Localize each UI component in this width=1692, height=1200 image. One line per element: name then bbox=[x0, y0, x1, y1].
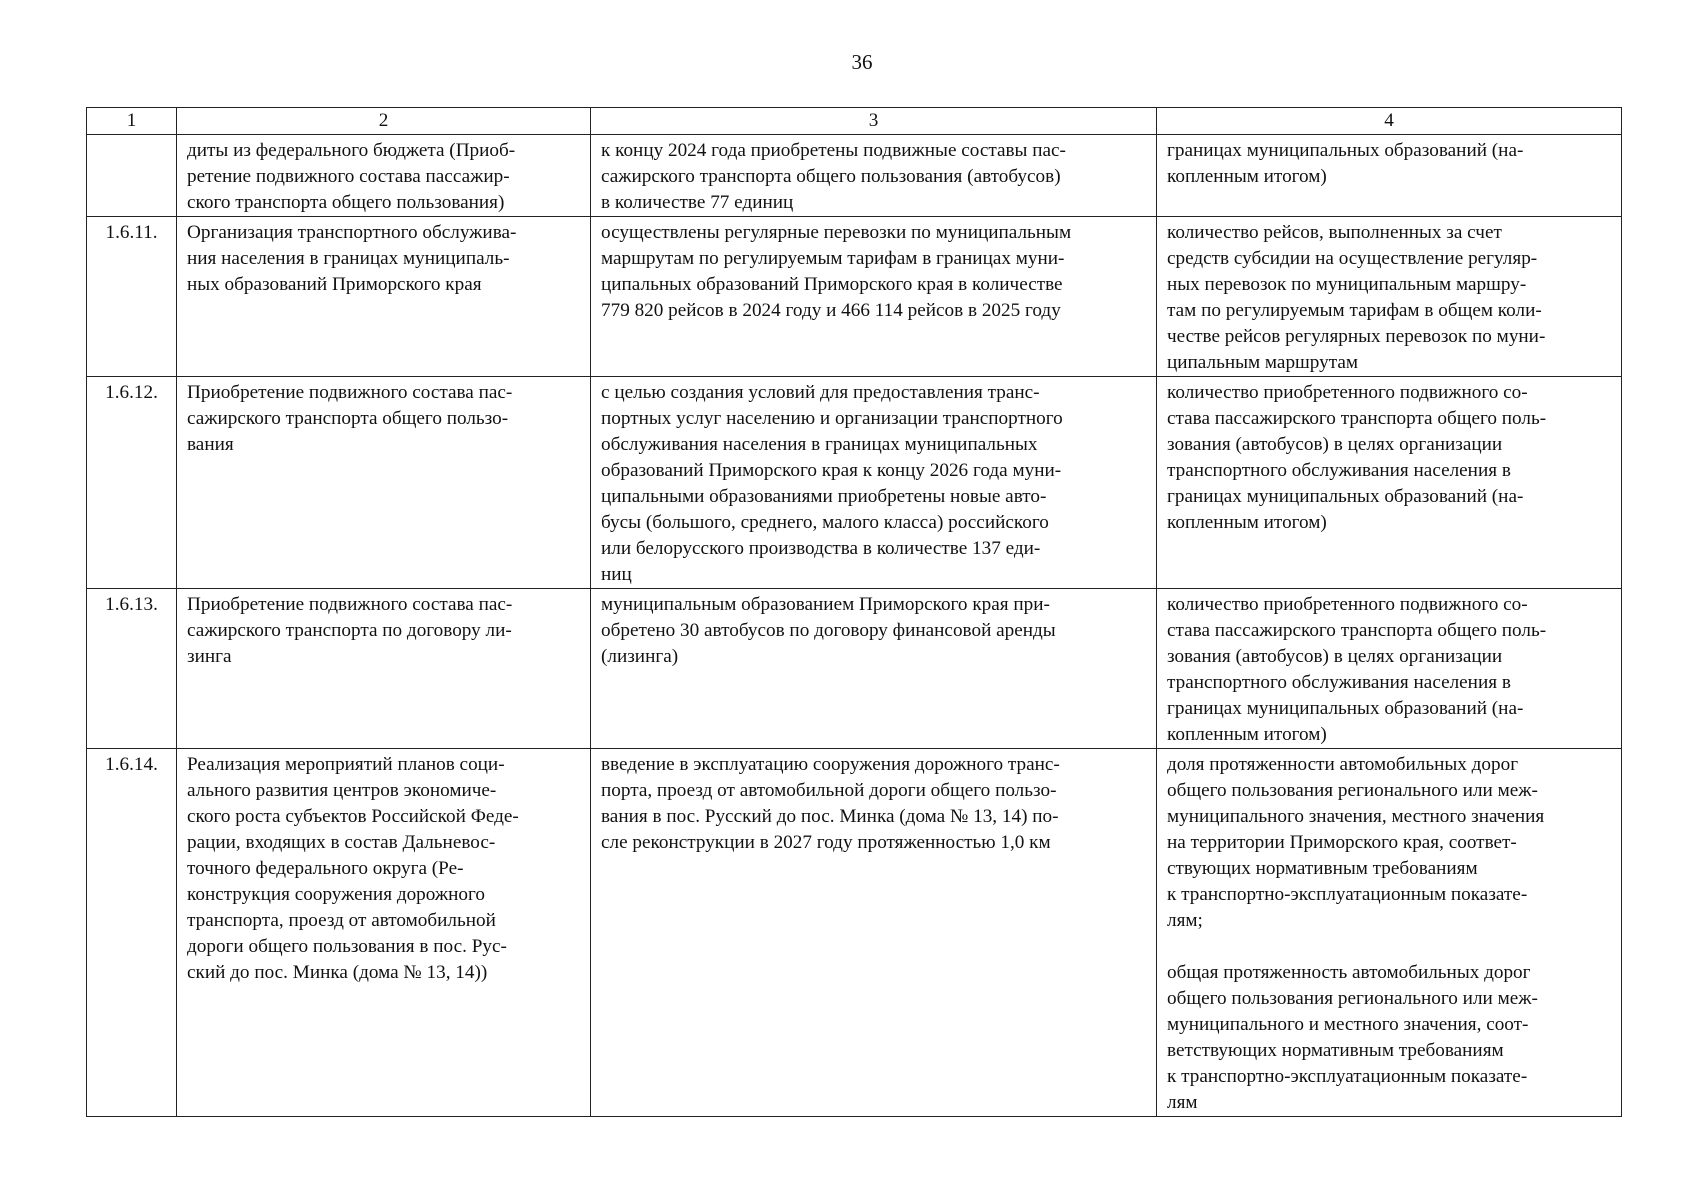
table-row bbox=[87, 377, 1622, 589]
cell-text-line: ского транспорта общего пользования) bbox=[187, 192, 505, 213]
cell-text-line: вания в пос. Русский до пос. Минка (дома № 13, 14) по- bbox=[601, 806, 1059, 827]
cell-text-line: сажирского транспорта общего пользования (автобусов) bbox=[601, 166, 1061, 187]
cell-text-line: зования (автобусов) в целях организации bbox=[1167, 646, 1503, 667]
cell-text-line: Организация транспортного обслужива- bbox=[187, 222, 517, 243]
measure-name-cell bbox=[177, 377, 591, 589]
cell-text-line: маршрутам по регулируемым тарифам в границах муни- bbox=[601, 248, 1065, 269]
column-header-1: 1 bbox=[87, 108, 177, 135]
cell-text-line: (лизинга) bbox=[601, 646, 679, 667]
cell-text-line: Реализация мероприятий планов соци- bbox=[187, 754, 505, 775]
cell-text-line: вания bbox=[187, 434, 234, 455]
cell-text-line: с целью создания условий для предоставления транс- bbox=[601, 382, 1040, 403]
cell-text-line: зования (автобусов) в целях организации bbox=[1167, 434, 1503, 455]
cell-text-line: сажирского транспорта общего пользо- bbox=[187, 408, 509, 429]
row-number-cell: 1.6.13. bbox=[87, 589, 177, 749]
measure-name-cell bbox=[177, 749, 591, 1117]
cell-text-line: в количестве 77 единиц bbox=[601, 192, 794, 213]
indicator-cell bbox=[1157, 589, 1622, 749]
cell-text-line: муниципального значения, местного значения bbox=[1167, 806, 1545, 827]
cell-text-line: ных образований Приморского края bbox=[187, 274, 482, 295]
cell-text-line: там по регулируемым тарифам в общем коли- bbox=[1167, 300, 1542, 321]
cell-text-line: к транспортно-эксплуатационным показате- bbox=[1167, 884, 1528, 905]
cell-text-line: ципальных образований Приморского края в количестве bbox=[601, 274, 1063, 295]
cell-text-line bbox=[1167, 934, 1611, 960]
cell-text-line: ретение подвижного состава пассажир- bbox=[187, 166, 510, 187]
header-row bbox=[87, 108, 1622, 135]
page-number: 36 bbox=[851, 50, 873, 74]
table-header bbox=[87, 108, 1622, 135]
table-row bbox=[87, 589, 1622, 749]
cell-text-line: границах муниципальных образований (на- bbox=[1167, 486, 1524, 507]
cell-text-line: 779 820 рейсов в 2024 году и 466 114 рейсов в 2025 году bbox=[601, 300, 1061, 321]
cell-text-line: границах муниципальных образований (на- bbox=[1167, 140, 1524, 161]
cell-text-line: образований Приморского края к концу 2026 года муни- bbox=[601, 460, 1062, 481]
cell-text-line: количество приобретенного подвижного со- bbox=[1167, 382, 1528, 403]
cell-text-line: ниц bbox=[601, 564, 632, 585]
cell-text-line: транспортного обслуживания населения в bbox=[1167, 672, 1511, 693]
indicator-cell bbox=[1157, 217, 1622, 377]
expected-result-cell bbox=[591, 589, 1157, 749]
cell-text-line: общего пользования регионального или меж- bbox=[1167, 780, 1538, 801]
expected-result-cell bbox=[591, 135, 1157, 217]
cell-text-line: ветствующих нормативным требованиям bbox=[1167, 1040, 1504, 1061]
cell-text-line: обслуживания населения в границах муниципальных bbox=[601, 434, 1038, 455]
row-number-cell: 1.6.11. bbox=[87, 217, 177, 377]
cell-text-line: лям; bbox=[1167, 910, 1203, 931]
cell-text-line: к транспортно-эксплуатационным показате- bbox=[1167, 1066, 1528, 1087]
cell-text-line: общая протяженность автомобильных дорог bbox=[1167, 962, 1531, 983]
expected-result-cell bbox=[591, 377, 1157, 589]
expected-result-cell bbox=[591, 749, 1157, 1117]
cell-text-line: портных услуг населению и организации транспортного bbox=[601, 408, 1063, 429]
cell-text-line: ципальными образованиями приобретены новые авто- bbox=[601, 486, 1047, 507]
cell-text-line: порта, проезд от автомобильной дороги общего пользо- bbox=[601, 780, 1057, 801]
indicator-cell bbox=[1157, 377, 1622, 589]
cell-text-line: ствующих нормативным требованиям bbox=[1167, 858, 1478, 879]
row-number-cell bbox=[87, 135, 177, 217]
cell-text-line: муниципальным образованием Приморского края при- bbox=[601, 594, 1050, 615]
cell-text-line: границах муниципальных образований (на- bbox=[1167, 698, 1524, 719]
cell-text-line: зинга bbox=[187, 646, 232, 667]
measure-name-cell bbox=[177, 589, 591, 749]
cell-text-line: точного федерального округа (Ре- bbox=[187, 858, 464, 879]
cell-text-line: количество рейсов, выполненных за счет bbox=[1167, 222, 1502, 243]
cell-text-line: диты из федерального бюджета (Приоб- bbox=[187, 140, 516, 161]
measure-name-cell bbox=[177, 135, 591, 217]
column-header-3: 3 bbox=[591, 108, 1157, 135]
table-row bbox=[87, 217, 1622, 377]
cell-text-line: ципальным маршрутам bbox=[1167, 352, 1359, 373]
column-header-2: 2 bbox=[177, 108, 591, 135]
table-row bbox=[87, 749, 1622, 1117]
cell-text-line: копленным итогом) bbox=[1167, 512, 1327, 533]
column-header-4: 4 bbox=[1157, 108, 1622, 135]
program-measures-table bbox=[86, 107, 1622, 1117]
indicator-cell bbox=[1157, 135, 1622, 217]
cell-text-line: транспорта, проезд от автомобильной bbox=[187, 910, 496, 931]
cell-text-line: ных перевозок по муниципальным маршру- bbox=[1167, 274, 1527, 295]
cell-text-line: сле реконструкции в 2027 году протяженностью 1,0 км bbox=[601, 832, 1051, 853]
table-row bbox=[87, 135, 1622, 217]
cell-text-line: к концу 2024 года приобретены подвижные составы пас- bbox=[601, 140, 1066, 161]
cell-text-line: на территории Приморского края, соответ- bbox=[1167, 832, 1517, 853]
indicator-cell bbox=[1157, 749, 1622, 1117]
measure-name-cell bbox=[177, 217, 591, 377]
cell-text-line: ния населения в границах муниципаль- bbox=[187, 248, 510, 269]
row-number-cell: 1.6.14. bbox=[87, 749, 177, 1117]
cell-text-line: количество приобретенного подвижного со- bbox=[1167, 594, 1528, 615]
cell-text-line: лям bbox=[1167, 1092, 1198, 1113]
cell-text-line: или белорусского производства в количестве 137 еди- bbox=[601, 538, 1041, 559]
cell-text-line: доля протяженности автомобильных дорог bbox=[1167, 754, 1519, 775]
cell-text-line: става пассажирского транспорта общего поль- bbox=[1167, 620, 1547, 641]
cell-text-line: общего пользования регионального или меж- bbox=[1167, 988, 1538, 1009]
cell-text-line: обретено 30 автобусов по договору финансовой аренды bbox=[601, 620, 1056, 641]
cell-text-line: Приобретение подвижного состава пас- bbox=[187, 382, 513, 403]
cell-text-line: Приобретение подвижного состава пас- bbox=[187, 594, 513, 615]
cell-text-line: введение в эксплуатацию сооружения дорожного транс- bbox=[601, 754, 1060, 775]
cell-text-line: бусы (большого, среднего, малого класса) российского bbox=[601, 512, 1049, 533]
cell-text-line: копленным итогом) bbox=[1167, 724, 1327, 745]
cell-text-line: транспортного обслуживания населения в bbox=[1167, 460, 1511, 481]
cell-text-line: конструкция сооружения дорожного bbox=[187, 884, 485, 905]
cell-text-line: честве рейсов регулярных перевозок по муни- bbox=[1167, 326, 1546, 347]
cell-text-line: ский до пос. Минка (дома № 13, 14)) bbox=[187, 962, 488, 983]
cell-text-line: сажирского транспорта по договору ли- bbox=[187, 620, 512, 641]
cell-text-line: копленным итогом) bbox=[1167, 166, 1327, 187]
cell-text-line: рации, входящих в состав Дальневос- bbox=[187, 832, 496, 853]
cell-text-line: ского роста субъектов Российской Феде- bbox=[187, 806, 519, 827]
cell-text-line: осуществлены регулярные перевозки по муниципальным bbox=[601, 222, 1072, 243]
row-number-cell: 1.6.12. bbox=[87, 377, 177, 589]
cell-text-line: дороги общего пользования в пос. Рус- bbox=[187, 936, 507, 957]
cell-text-line: муниципального и местного значения, соот- bbox=[1167, 1014, 1529, 1035]
expected-result-cell bbox=[591, 217, 1157, 377]
cell-text-line: става пассажирского транспорта общего поль- bbox=[1167, 408, 1547, 429]
cell-text-line: ального развития центров экономиче- bbox=[187, 780, 497, 801]
cell-text-line: средств субсидии на осуществление регуляр- bbox=[1167, 248, 1538, 269]
table-body bbox=[87, 135, 1622, 1117]
